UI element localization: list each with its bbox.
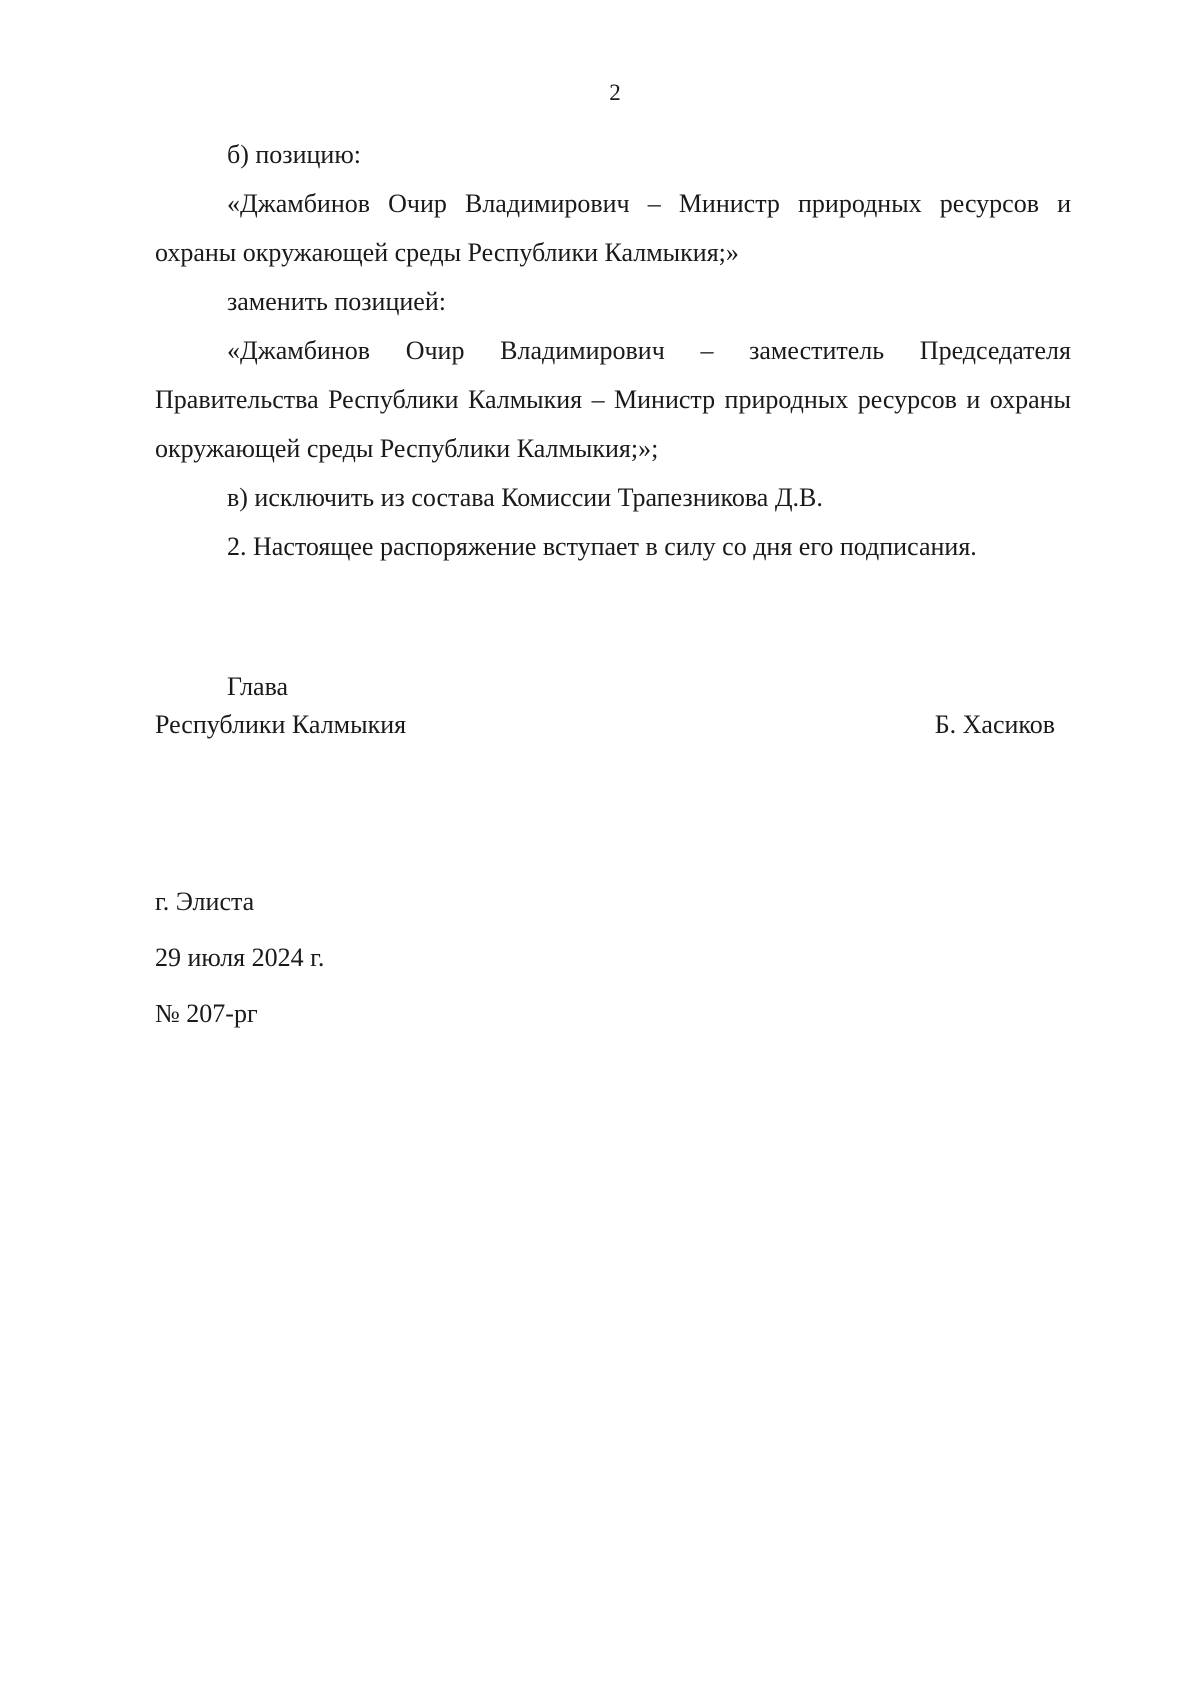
paragraph-item-v: в) исключить из состава Комиссии Трапезникова Д.В. bbox=[227, 483, 823, 512]
paragraph-old-position: «Джамбинов Очир Владимирович – Министр природных ресурсов и охраны окружающей среды Республики Калмыкия;» bbox=[155, 189, 1071, 267]
paragraph-replace-with: заменить позицией: bbox=[227, 287, 446, 316]
signatory-title: Глава bbox=[227, 672, 289, 701]
document-number: № 207-рг bbox=[155, 999, 258, 1028]
signatory-organization: Республики Калмыкия bbox=[155, 710, 407, 739]
paragraph-new-position: «Джамбинов Очир Владимирович – заместитель Председателя Правительства Республики Калмыкия – Министр природных ресурсов и охраны окружающей среды Республики Калмыкия;»; bbox=[155, 336, 1071, 463]
issue-date: 29 июля 2024 г. bbox=[155, 943, 325, 972]
page-number: 2 bbox=[609, 80, 621, 105]
document-footer bbox=[155, 874, 324, 1042]
issue-place: г. Элиста bbox=[155, 887, 255, 916]
paragraph-clause-2: 2. Настоящее распоряжение вступает в силу со дня его подписания. bbox=[227, 532, 977, 561]
signature-block bbox=[155, 668, 1055, 744]
document-body bbox=[155, 130, 1071, 571]
signature-row bbox=[155, 706, 1055, 744]
signatory-name: Б. Хасиков bbox=[934, 710, 1055, 739]
paragraph-item-b: б) позицию: bbox=[227, 140, 361, 169]
